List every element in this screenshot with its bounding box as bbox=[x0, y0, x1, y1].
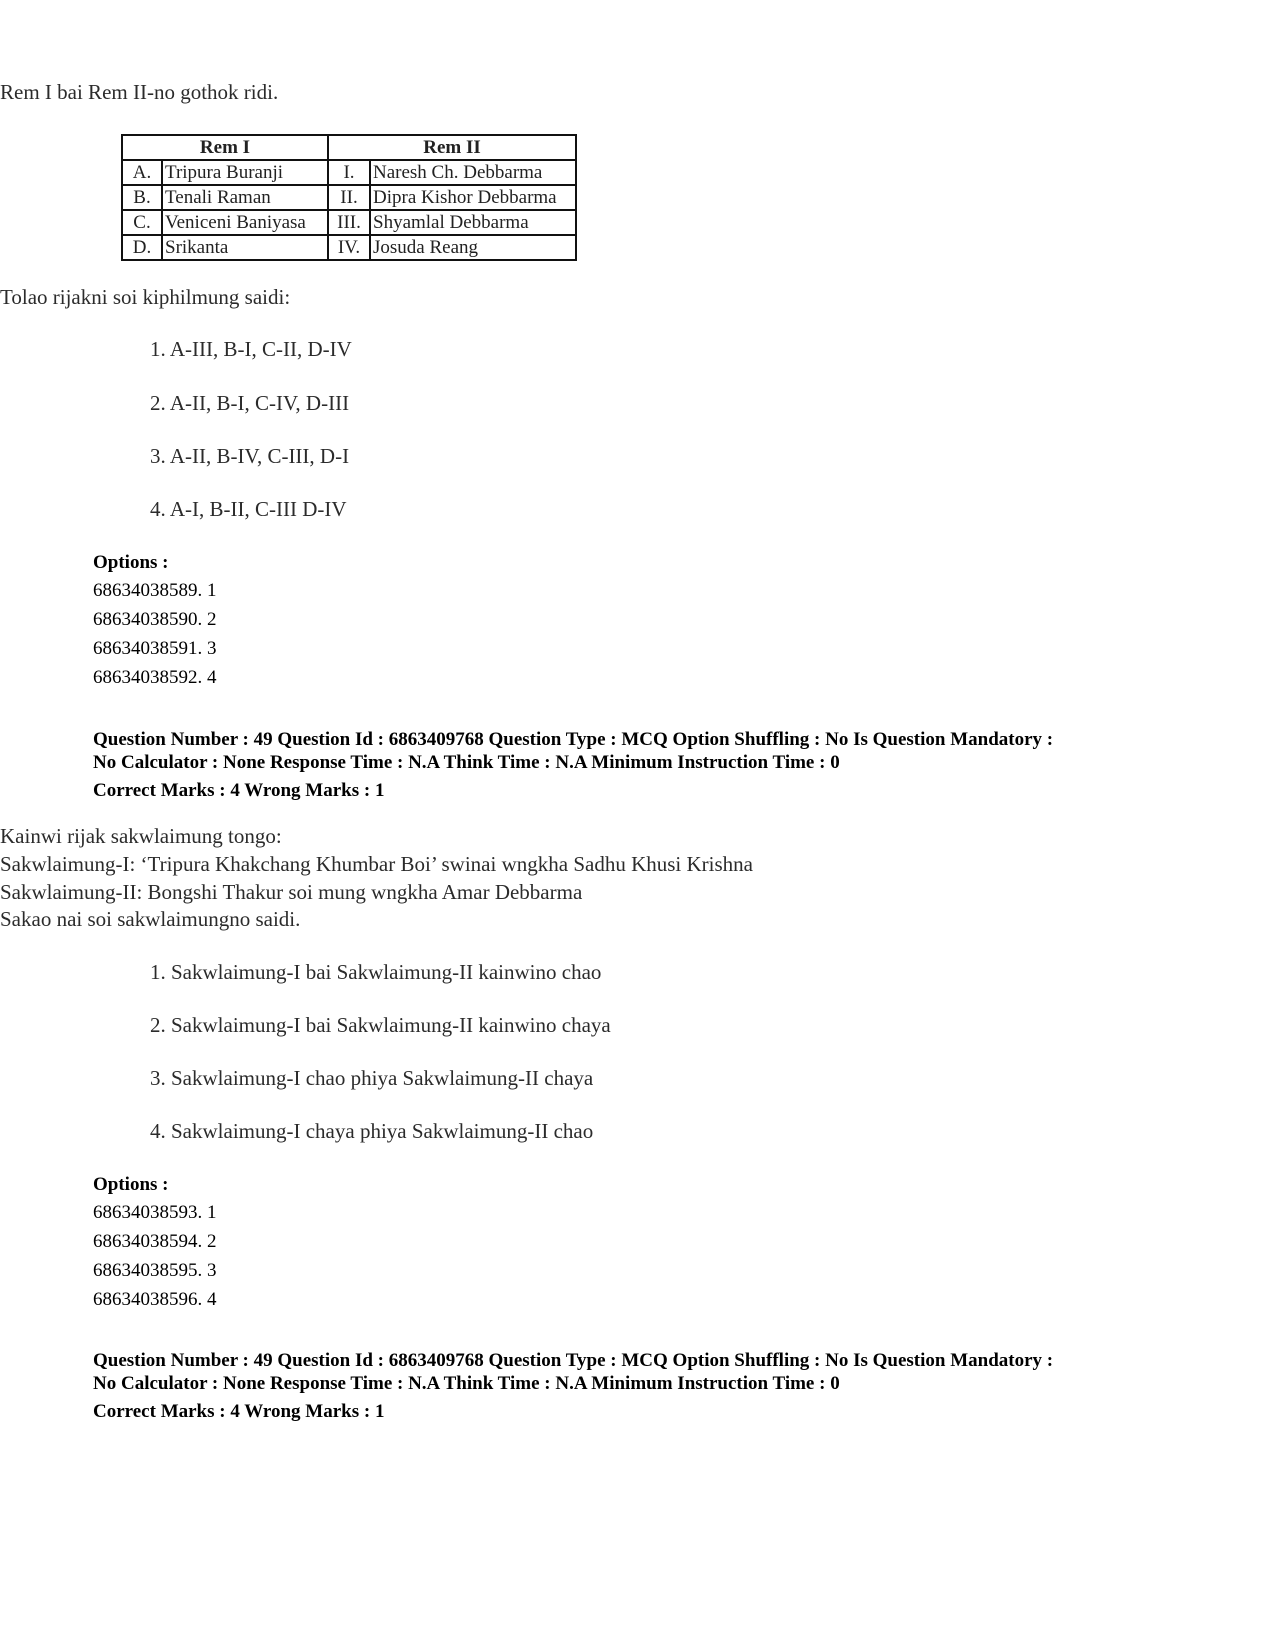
rem-i-value: Srikanta bbox=[162, 235, 328, 260]
question-line: Sakwlaimung-I: ‘Tripura Khakchang Khumbar Boi’ swinai wngkha Sadhu Khusi Krishna bbox=[0, 852, 753, 876]
row-label: D. bbox=[122, 235, 162, 260]
question-marks: Correct Marks : 4 Wrong Marks : 1 bbox=[93, 780, 385, 801]
option-id: 68634038590. 2 bbox=[93, 609, 217, 630]
question-meta-line2: No Calculator : None Response Time : N.A Think Time : N.A Minimum Instruction Time : 0 bbox=[93, 752, 840, 773]
table-row bbox=[122, 235, 576, 260]
choice-4: 4. A-I, B-II, C-III D-IV bbox=[150, 497, 347, 521]
row-label: II. bbox=[328, 185, 370, 210]
option-id: 68634038595. 3 bbox=[93, 1260, 217, 1281]
row-label: A. bbox=[122, 160, 162, 185]
choice-3: 3. A-II, B-IV, C-III, D-I bbox=[150, 444, 350, 468]
row-label: B. bbox=[122, 185, 162, 210]
option-id: 68634038596. 4 bbox=[93, 1289, 217, 1310]
match-table bbox=[121, 134, 577, 261]
choice-2: 2. A-II, B-I, C-IV, D-III bbox=[150, 391, 350, 415]
choice-2: 2. Sakwlaimung-I bai Sakwlaimung-II kainwino chaya bbox=[150, 1013, 611, 1037]
row-label: I. bbox=[328, 160, 370, 185]
options-label: Options : bbox=[93, 552, 169, 573]
option-id: 68634038593. 1 bbox=[93, 1202, 217, 1223]
table-row bbox=[122, 185, 576, 210]
rem-i-value: Veniceni Baniyasa bbox=[162, 210, 328, 235]
rem-ii-value: Shyamlal Debbarma bbox=[370, 210, 576, 235]
option-id: 68634038592. 4 bbox=[93, 667, 217, 688]
table-row bbox=[122, 210, 576, 235]
options-label: Options : bbox=[93, 1174, 169, 1195]
table-row bbox=[122, 160, 576, 185]
question-marks: Correct Marks : 4 Wrong Marks : 1 bbox=[93, 1401, 385, 1422]
question-line: Sakwlaimung-II: Bongshi Thakur soi mung wngkha Amar Debbarma bbox=[0, 880, 583, 904]
choice-1: 1. A-III, B-I, C-II, D-IV bbox=[150, 337, 352, 361]
row-label: C. bbox=[122, 210, 162, 235]
question-line: Kainwi rijak sakwlaimung tongo: bbox=[0, 824, 282, 848]
row-label: III. bbox=[328, 210, 370, 235]
question-prompt: Tolao rijakni soi kiphilmung saidi: bbox=[0, 285, 291, 309]
option-id: 68634038594. 2 bbox=[93, 1231, 217, 1252]
question-instruction: Rem I bai Rem II-no gothok ridi. bbox=[0, 80, 279, 104]
option-id: 68634038591. 3 bbox=[93, 638, 217, 659]
choice-4: 4. Sakwlaimung-I chaya phiya Sakwlaimung-II chao bbox=[150, 1119, 594, 1143]
option-id: 68634038589. 1 bbox=[93, 580, 217, 601]
row-label: IV. bbox=[328, 235, 370, 260]
table-header-rem-i: Rem I bbox=[122, 135, 328, 160]
rem-ii-value: Dipra Kishor Debbarma bbox=[370, 185, 576, 210]
question-line: Sakao nai soi sakwlaimungno saidi. bbox=[0, 907, 301, 931]
rem-ii-value: Josuda Reang bbox=[370, 235, 576, 260]
rem-i-value: Tenali Raman bbox=[162, 185, 328, 210]
choice-3: 3. Sakwlaimung-I chao phiya Sakwlaimung-II chaya bbox=[150, 1066, 594, 1090]
question-meta-line1: Question Number : 49 Question Id : 6863409768 Question Type : MCQ Option Shuffling : No Is Question Mandatory : bbox=[93, 729, 1054, 750]
table-header-rem-ii: Rem II bbox=[328, 135, 576, 160]
question-meta-line2: No Calculator : None Response Time : N.A Think Time : N.A Minimum Instruction Time : 0 bbox=[93, 1373, 840, 1394]
rem-ii-value: Naresh Ch. Debbarma bbox=[370, 160, 576, 185]
table-header-row bbox=[122, 135, 576, 160]
rem-i-value: Tripura Buranji bbox=[162, 160, 328, 185]
question-meta-line1: Question Number : 49 Question Id : 6863409768 Question Type : MCQ Option Shuffling : No Is Question Mandatory : bbox=[93, 1350, 1054, 1371]
choice-1: 1. Sakwlaimung-I bai Sakwlaimung-II kainwino chao bbox=[150, 960, 602, 984]
